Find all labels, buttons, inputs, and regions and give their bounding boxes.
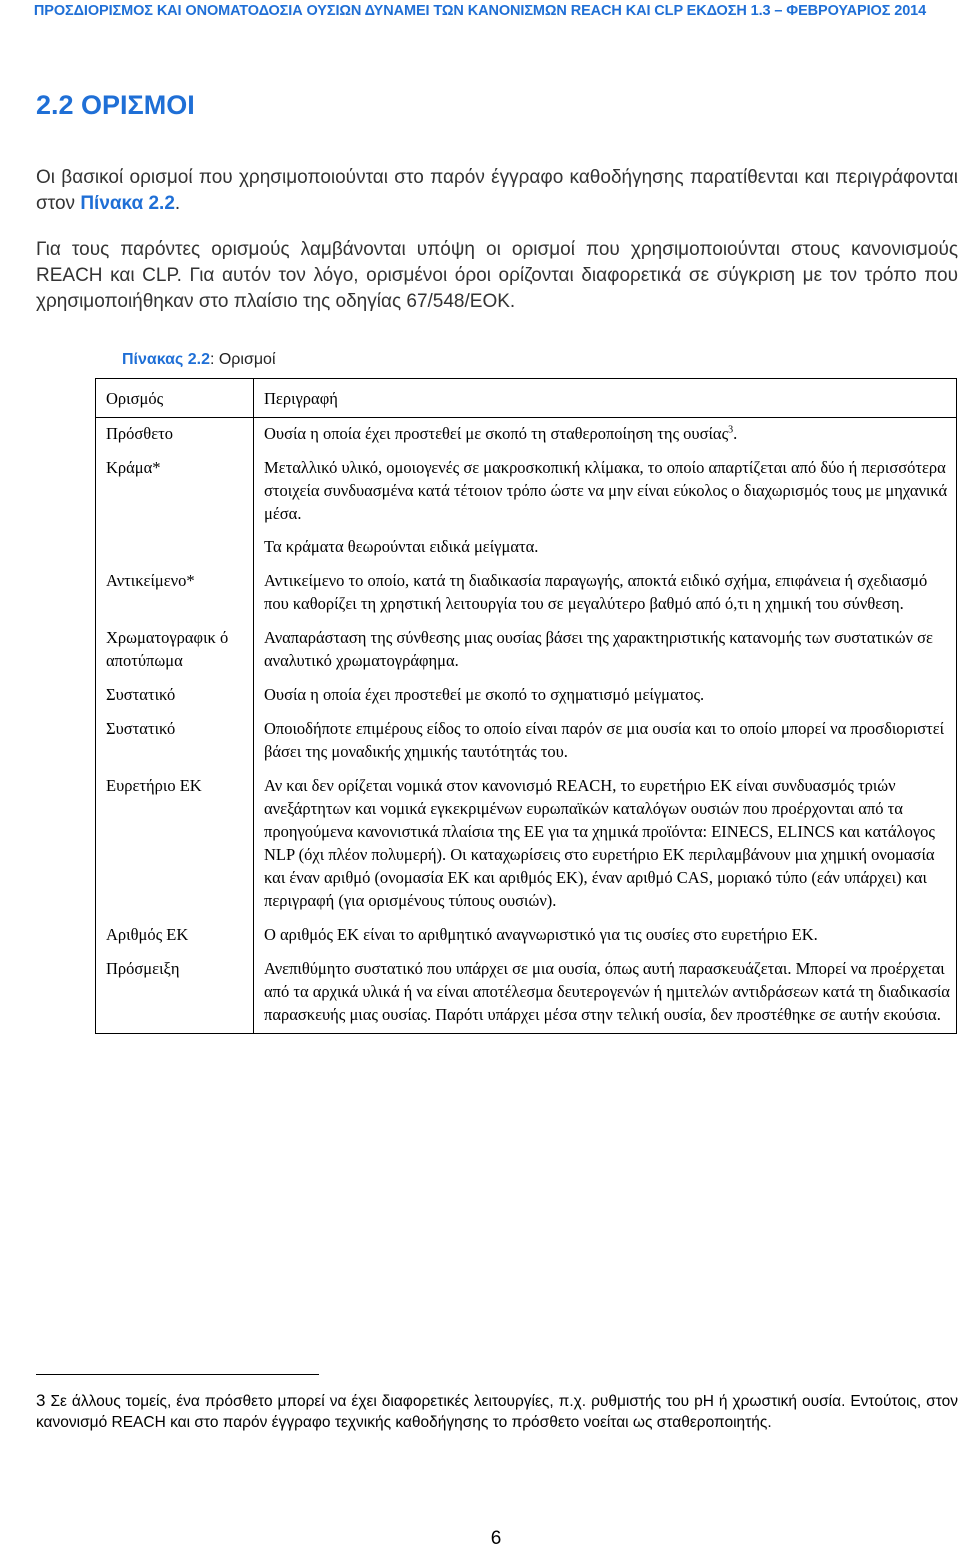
description-text: Μεταλλικό υλικό, ομοιογενές σε μακροσκοπική κλίμακα, το οποίο απαρτίζεται από δύο ή περισσότερα στοιχεία συνδυασμένα κατά τέτοιον τρόπο ώστε να μην είναι εύκολος ο διαχωρισμός τους με μηχανικά μέσα. (264, 458, 948, 523)
description-cell: Αν και δεν ορίζεται νομικά στον κανονισμό REACH, το ευρετήριο ΕΚ είναι συνδυασμός τριών ανεξάρτητων και νομικά εγκεκριμένων ευρωπαϊκών καταλόγων ουσιών που προέρχονται από τα προηγούμενα κανονιστικά πλαίσια της ΕΕ για τα χημικά προϊόντα: EINECS, ELINCS και κατάλογος NLP (όχι πλέον πολυμερή). Οι καταχωρίσεις στο ευρετήριο ΕΚ περιλαμβάνουν μια χημική ονομασία και έναν αριθμό (ονομασία ΕΚ και αριθμός ΕΚ), έναν αριθμό CAS, μοριακό τύπο (εάν υπάρχει) και περιγραφή (για ορισμένους τύπους ουσιών). (254, 770, 957, 919)
column-header-term: Ορισμός (96, 379, 254, 418)
term-cell: Αντικείμενο* (96, 565, 254, 622)
page-number: 6 (490, 1528, 502, 1549)
description-note: Τα κράματα θεωρούνται ειδικά μείγματα. (264, 537, 539, 556)
footnote-ref[interactable]: 3 (728, 424, 734, 436)
term-cell: Πρόσθετο (96, 418, 254, 453)
intro-text-end: . (174, 193, 181, 214)
term-cell: Πρόσμειξη (96, 953, 254, 1034)
table-row (96, 953, 957, 1034)
description-cell: Ουσία η οποία έχει προστεθεί με σκοπό το σχηματισμό μείγματος. (254, 679, 957, 713)
term-cell: Χρωματογραφικ ό αποτύπωμα (96, 622, 254, 679)
table-caption (122, 351, 276, 369)
definitions-table (95, 378, 957, 1034)
section-heading: 2.2 ΟΡΙΣΜΟΙ (36, 90, 195, 120)
description-cell: Ανεπιθύμητο συστατικό που υπάρχει σε μια ουσία, όπως αυτή παρασκευάζεται. Μπορεί να προέρχεται από τα αρχικά υλικά ή να είναι αποτέλεσμα δευτερογενών ή ημιτελών αντιδράσεων κατά τη διαδικασία παρασκευής μιας ουσίας. Παρότι υπάρχει μέσα στην τελική ουσία, δεν προστέθηκε σε αυτήν εκούσια. (254, 953, 957, 1034)
footnote-text: Σε άλλους τομείς, ένα πρόσθετο μπορεί να έχει διαφορετικές λειτουργίες, π.χ. ρυθμιστής του pH ή χρωστική ουσία. Εντούτοις, στον κανονισμό REACH και στο παρόν έγγραφο τεχνικής καθοδήγησης το πρόσθετο νοείται ως σταθεροποιητής. (36, 1393, 958, 1431)
description-cell (254, 452, 957, 565)
description-cell: Αναπαράσταση της σύνθεσης μιας ουσίας βάσει της χαρακτηριστικής κατανομής των συστατικών σε αναλυτικό χρωματογράφημα. (254, 622, 957, 679)
table-row (96, 622, 957, 679)
running-header: ΠΡΟΣΔΙΟΡΙΣΜΟΣ ΚΑΙ ΟΝΟΜΑΤΟΔΟΣΙΑ ΟΥΣΙΩΝ ΔΥΝΑΜΕΙ ΤΩΝ ΚΑΝΟΝΙΣΜΩΝ REACH ΚΑΙ CLP ΕΚΔΟΣΗ 1.3 – ΦΕΒΡΟΥΑΡΙΟΣ 2014 (33, 3, 927, 19)
table-reference-link[interactable]: Πίνακα 2.2 (80, 193, 175, 214)
description-cell: Αντικείμενο το οποίο, κατά τη διαδικασία παραγωγής, αποκτά ειδικό σχήμα, επιφάνεια ή σχεδιασμό που καθορίζει τη χρηστική λειτουργία του σε μεγαλύτερο βαθμό από ό,τι η χημική του σύνθεση. (254, 565, 957, 622)
table-row (96, 713, 957, 770)
table-row (96, 679, 957, 713)
description-text-end: . (733, 424, 738, 443)
footnote (36, 1390, 958, 1433)
footnote-separator (36, 1374, 319, 1375)
description-cell (254, 418, 957, 453)
description-cell: Ο αριθμός ΕΚ είναι το αριθμητικό αναγνωριστικό για τις ουσίες στο ευρετήριο ΕΚ. (254, 919, 957, 953)
intro-paragraph (36, 165, 958, 217)
table-row (96, 565, 957, 622)
column-header-description: Περιγραφή (254, 379, 957, 418)
description-cell: Οποιοδήποτε επιμέρους είδος το οποίο είναι παρόν σε μια ουσία και το οποίο μπορεί να προσδιοριστεί βάσει της μοναδικής χημικής ταυτότητάς του. (254, 713, 957, 770)
intro-text: Οι βασικοί ορισμοί που χρησιμοποιούνται στο παρόν έγγραφο καθοδήγησης παρατίθενται και περιγράφονται στον (36, 167, 958, 214)
table-row (96, 452, 957, 565)
table-row (96, 418, 957, 453)
term-cell: Συστατικό (96, 679, 254, 713)
description-text: Ουσία η οποία έχει προστεθεί με σκοπό τη σταθεροποίηση της ουσίας (264, 424, 729, 443)
term-cell: Αριθμός ΕΚ (96, 919, 254, 953)
table-row (96, 770, 957, 919)
footnote-number: 3 (36, 1391, 46, 1410)
table-header-row (96, 379, 957, 418)
table-caption-title: : Ορισμοί (209, 351, 276, 368)
term-cell: Ευρετήριο ΕΚ (96, 770, 254, 919)
table-row (96, 919, 957, 953)
table-caption-label: Πίνακας 2.2 (122, 351, 210, 368)
definitions-paragraph: Για τους παρόντες ορισμούς λαμβάνονται υπόψη οι ορισμοί που χρησιμοποιούνται στους κανονισμούς REACH και CLP. Για αυτόν τον λόγο, ορισμένοι όροι ορίζονται διαφορετικά σε σύγκριση με τον τρόπο που χρησιμοποιήθηκαν στο πλαίσιο της οδηγίας 67/548/ΕΟΚ. (36, 239, 958, 312)
term-cell: Συστατικό (96, 713, 254, 770)
term-cell: Κράμα* (96, 452, 254, 565)
